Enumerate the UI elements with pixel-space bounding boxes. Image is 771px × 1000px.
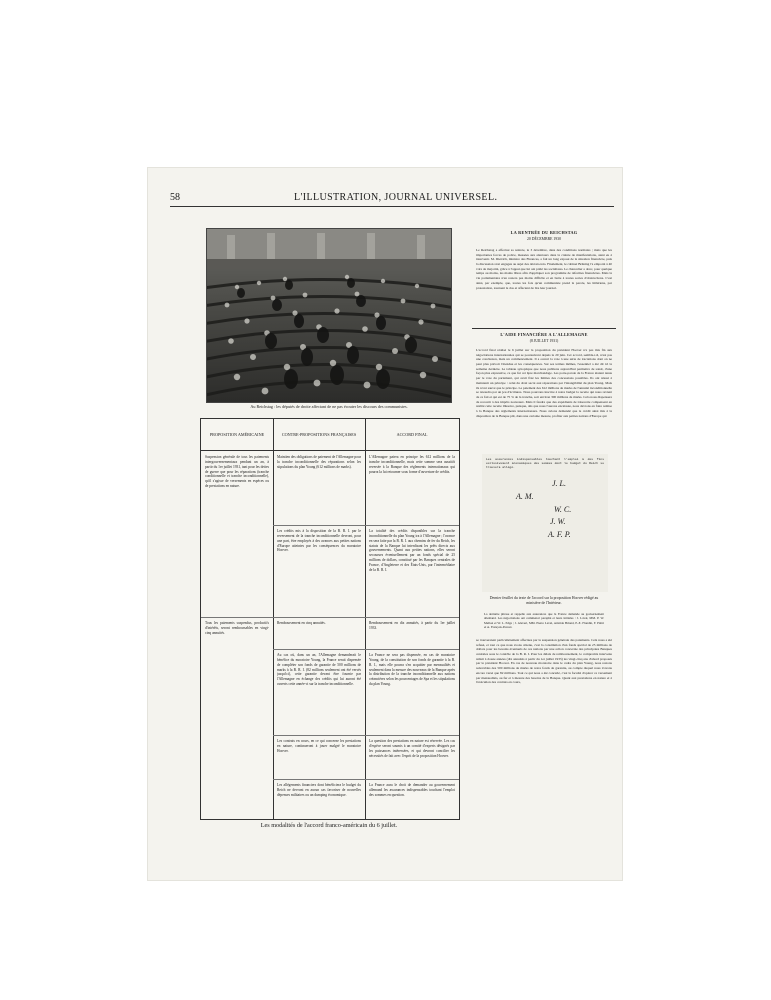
photo-caption: Au Reichstag : les députés de droite affectant de ne pas écouter les discours des communistes. [250, 404, 408, 409]
accord-document-image [482, 454, 608, 592]
table-cell: Maintien des obligations de paiement de l'Allemagne pour la tranche inconditionnelle des réparations selon les stipulations du plan Young (612 millions de marks). [277, 455, 361, 469]
table-header-french: CONTRE-PROPOSITIONS FRANÇAISES [273, 419, 365, 451]
article-reichstag: Le Reichstag a effectué sa rentrée, le 3 décembre, dans des conditions normales ; mais que les importantes forces de police, massées aux alentours dans la crainte de manifestations, aient eu à intervenir. M. Dietrich, ministre des Finances, a fait un long exposé de la situation financière, puis la discussion s'est engagée au sujet des décrets-lois. Finalement, le cabinet Brüning l'a emporté à 40 voix de majorité, grâce à l'appui que lui ont prêté les socialistes. Le chancelier a donc, pour quelque temps au moins, les mains libres afin d'appliquer son programme de réformes financières. Mais la vie parlementaire n'en restera pas moins difficile et en butte à toutes sortes d'obstructions. C'est ainsi, par exemple, que, toutes les fois qu'un communiste prend la parole, les hitlériens, par protestation, tournent le dos et affectent de lire leur journal. [476, 248, 612, 290]
table-cell: La France aura le droit de demander au gouvernement allemand les assurances indispensables touchant l'emploi des sommes en question. [369, 783, 455, 797]
page-header [170, 190, 614, 207]
table-header-american: PROPOSITION AMÉRICAINE [201, 419, 273, 451]
table-divider [273, 419, 274, 819]
table-cell: Les crédits mis à la disposition de la B. R. I. par le reversement de la tranche inconditionnelle devront, pour une part, être employés à des avances aux petites nations d'Europe atteintes par les conséquences du moratoire Hoover. [277, 529, 361, 553]
table-cell: Les contrats en cours, en ce qui concerne les prestations en nature, continueront à jouer malgré le moratoire Hoover. [277, 739, 361, 753]
table-cell: Suspension générale de tous les paiements intergouvernementaux pendant un an, à partir du 1er juillet 1931, tant pour les dettes de guerre que pour les réparations (tranche conditionnelle et tranche inconditionnelle), qu'il s'agisse de versements en espèces ou de prestations en nature. [205, 455, 269, 489]
initial-3: W. C. [554, 504, 572, 514]
table-caption: Les modalités de l'accord franco-américain du 6 juillet. [260, 822, 398, 829]
article-aide: L'accord final réalisé le 6 juillet sur la proposition du président Hoover n'a pas mis fin aux négociations internationales qui se poursuivent depuis le 20 juin. Cet accord, semble-t-il, n'est pas une conclusion, mais un commencement. Il a ouvert la voie à une série de tractations dont on ne peut plus prévoir l'étendue et les conséquences. Sur ses termes mêmes, l'essentiel a été dit ici la semaine dernière. Le tableau synoptique que nous publions aujourd'hui permettra de saisir, d'une façon plus expressive, ce que fut cet âpre marchandage. Les porte-parole de la France étaient tenus par le vote du parlement, qui avait fixé les limites des concessions possibles. Ils ont réussi à maintenir un principe : celui du droit sacré aux réparations par l'intangibilité du plan Young. Mais ils n'ont sauvé que le principe. Le paiement des 612 millions de marks de l'annuité inconditionnelle se résoudra par un jeu d'écritures. Nous pourrons inscrire à notre budget la recette qui nous revient de ce fait et qui est de 75 % de la tranche, soit environ 300 millions de marks. Cela nous dispensera de recourir à des impôts nouveaux. Mais il faudra que des expédients de trésorerie compensent en réalité cette recette illusoire, puisque, dès que nous l'aurons encaissée, nous devrons en faire remise à la Banque des règlements internationaux. Nous avions demandé que le crédit ainsi mis à la disposition de la Banque pût, dans une certaine mesure, profiter aux petites nations d'Europe qui [476, 348, 612, 418]
section-rule [472, 328, 616, 329]
section-date-aide: (8 JUILLET 1931) [529, 339, 559, 343]
document-initials [516, 478, 571, 542]
row-separator [273, 735, 459, 736]
table-cell: L'Allemagne paiera en principe les 612 millions de la tranche inconditionnelle, mais cette somme sera aussitôt reversée à la Banque des règlements internationaux qui pourra la lui retourner sous forme d'ouverture de crédits. [369, 455, 455, 474]
comparison-table [200, 418, 460, 820]
table-cell: Remboursement en cinq annuités. [277, 621, 326, 625]
document-caption-detail: La dernière phrase et rappelle aux assurances que la France demande au gouvernement allemand. Les négociations ont commencé paraphé et leurs initiales : J. Laval, MM. P. W. Mellon et W. L. Edge ; J. Alevert, MM. Pierre Laval, Aristide Briand, P.-E. Flandin, F. Piétri et A. François-Poncet. [484, 612, 604, 629]
reichstag-photo [206, 228, 452, 403]
section-title-aide: L'AIDE FINANCIÈRE A L'ALLEMAGNE [500, 332, 588, 337]
initial-1: J. L. [552, 479, 566, 488]
section-date-reichstag: 20 DÉCEMBRE 1930 [527, 237, 561, 241]
table-cell: La France ne sera pas dispensée, en cas de moratoire Young, de la constitution de son fonds de garantie à la B. R. I., mais elle pourra s'en acquitter par mensualités et seulement dans la mesure des nouveaux de la Banque après la distribution de la tranche inconditionnelle aux nations créancières selon les pourcentages de Spa et les stipulations du plan Young. [369, 653, 455, 687]
row-separator [201, 617, 459, 618]
row-separator [273, 525, 459, 526]
table-cell: Les allégements financiers dont bénéficiera le budget du Reich ne devront en aucun cas favoriser de nouvelles dépenses militaires ou un dumping économique. [277, 783, 361, 797]
article-aide-continued: se trouveraient particulièrement affectées par la suspension générale des paiements. Cela nous a été refusé, et tout ce que nous avons obtenu, c'est la constitution d'un fonds spécial de 25 millions de dollars pour les besoins éventuels de ces nations par une action concertée des principales Banques centrales sous le contrôle de la B. R. I. Pour les délais de remboursement, le compromis intervenu réduit à douze années (dix annuités à partir du 1er juillet 1933) les vingt-cinq ans d'abord proposés par le président Hoover. En cas de nouveau moratoire dans le cadre du plan Young, nous restons redevables des 500 millions de marks de notre fonds de garantie, au compte duquel nous n'avons encore versé que 82 millions. Tout ce qui nous a été concédé, c'est la faculté d'opérer ce versement par mensualités, au fur et à mesure des besoins de la Banque. Quant aux prestations en nature et à l'exécution des contrats en cours, [476, 638, 612, 685]
table-cell: Tous les paiements suspendus, productifs d'intérêts, seront remboursables en vingt-cinq annuités. [205, 621, 269, 635]
table-header-final: ACCORD FINAL [365, 419, 459, 451]
table-cell: La totalité des crédits disponibles sur la tranche inconditionnelle du plan Young ira à l'Allemagne ; l'avance en sera faite par la B. R. I. aux chemins de fer du Reich, les statuts de la Banque lui interdisant les prêts directs aux gouvernements. Quant aux petites nations, elles seront secourues éventuellement par un fonds spécial de 25 millions de dollars, constitué par les Banques centrales de France, d'Angleterre et des États-Unis, par l'intermédiaire de la B. R. I. [369, 529, 455, 572]
row-separator [273, 649, 459, 650]
table-cell: Au cas où, dans un an, l'Allemagne demanderait le bénéfice du moratoire Young, la France serait dispensée de compléter son fonds de garantie de 500 millions de marks à la B. R. I. (82 millions seulement ont été versés jusqu'ici), cette garantie devant être fournie par l'Allemagne en échange des crédits qui lui auront été ouverts cette année-ci sur la tranche inconditionnelle. [277, 653, 361, 687]
document-caption: Dernier feuillet du texte de l'accord sur la proposition Hoover rédigé au ministère de l'Intérieur. [489, 596, 599, 605]
magazine-page [148, 168, 622, 880]
page-number: 58 [170, 192, 180, 203]
section-title-reichstag: LA RENTRÉE DU REICHSTAG [510, 230, 578, 235]
initial-2: A. M. [516, 491, 534, 501]
table-cell: La question des prestations en nature est réservée. Les cas d'espèce seront soumis à un comité d'experts désignés par les puissances intéressées, et qui devront concilier les nécessités de fait avec l'esprit de la proposition Hoover. [369, 739, 455, 758]
row-separator [273, 779, 459, 780]
initial-5: A. F. P. [548, 530, 571, 540]
document-typed-line: Les assurances indispensables touchant l'emploi à des fins exclusivement économiques des sommes dont le budget du Reich se trouvera allégé. [486, 458, 604, 470]
table-cell: Remboursement en dix annuités, à partir du 1er juillet 1933. [369, 621, 455, 630]
initial-4: J. W. [550, 517, 566, 527]
page-title: L'ILLUSTRATION, JOURNAL UNIVERSEL. [294, 192, 498, 203]
table-divider [365, 419, 366, 819]
